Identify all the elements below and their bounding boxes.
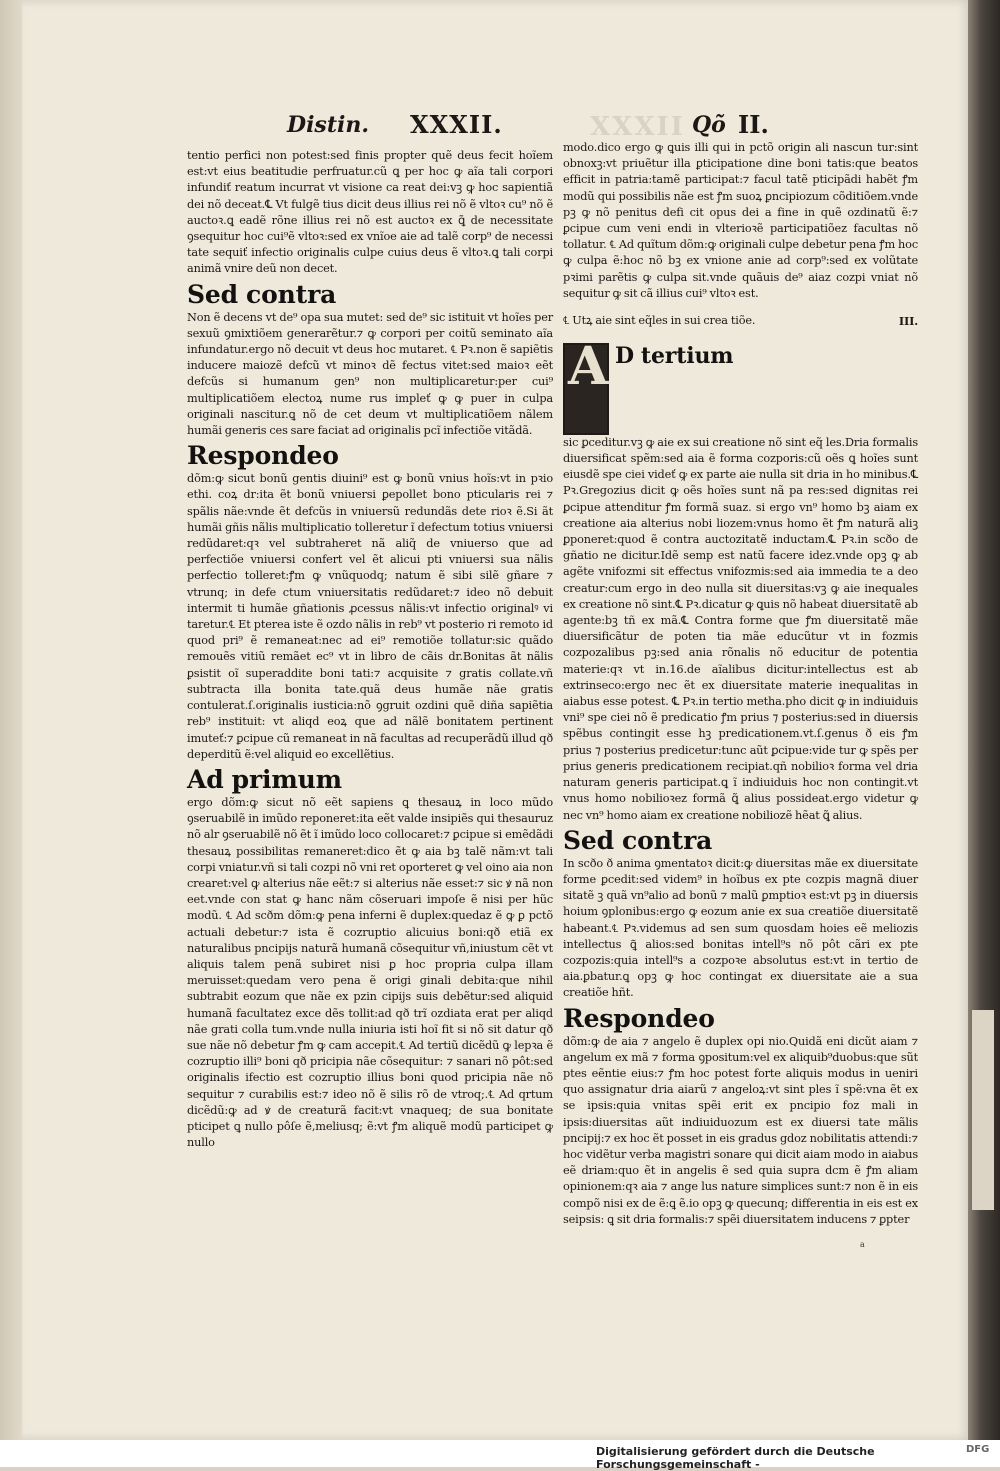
right-respondeo-section <box>563 1004 918 1034</box>
ad-primum-heading: Ad primum <box>187 764 342 794</box>
running-head <box>0 112 1000 142</box>
respondeo-heading: Respondeo <box>187 441 339 471</box>
right-respondeo-heading: Respondeo <box>563 1003 715 1033</box>
facing-page-strip <box>972 1010 994 1210</box>
right-respondeo-paragraph: dõm:ꝙ de aia ⁊ angelo ẽ duplex opi nio.Quidã eni dicũt aiam ⁊ angelum ex mã ⁊ forma ꝯpositum:vel ex aliquib⁹duobus:que sũt ptes eẽntie eius:⁊ ꝭm hoc potest forte aliquis modus in ueniri quo assignatur dria aiarũ ⁊ angeloꝝ:vt sint ples ĩ spẽ:vna ẽt ex se ipsis:quia vnitas spẽi erit ex pncipio foz mali in ipsis:diuersitas aũt indiuiduozum est ex diuersi tate mãlis pncipij:⁊ ex hoc ẽt posset in eis gradus gdoz nobilitatis attendi:⁊ hoc vidẽtur verba magistri sonare qui dicit aiam modo in aiabus eẽ driam:quo ẽt in angelis ẽ sed quia supra dcm ẽ ꝭm aliam opinionem:qꝛ aia ⁊ ange lus nature simplices sunt:⁊ non ẽ in eis compõ nisi ex de ẽ:ꝗ ẽ.io opꝫ ꝙ quecunq; differentia in eis est ex seipsis: ꝗ sit dria formalis:⁊ spẽi diuersitatem inducens ⁊ ꝑpter <box>563 1034 918 1226</box>
question-title: ℄ Utꝝ aie sint eq̃les in sui crea tiõe. <box>563 314 756 328</box>
digitization-credit: Digitalisierung gefördert durch die Deutsche Forschungsgemeinschaft - <box>596 1445 875 1471</box>
right-sed-contra-section <box>563 826 918 856</box>
right-sed-contra-heading: Sed contra <box>563 825 713 855</box>
dfg-logo: DFG <box>966 1444 990 1455</box>
book-edge <box>968 0 1000 1440</box>
tertium-heading: D tertium <box>615 342 734 369</box>
running-head-question: Qõ <box>692 112 726 138</box>
question-number: III. <box>898 314 918 329</box>
sed-contra-section <box>187 280 553 310</box>
running-head-number: XXXII. <box>410 110 503 139</box>
right-column <box>563 140 918 1228</box>
question-heading <box>563 313 918 329</box>
article-start <box>563 335 918 435</box>
show-through-text: XXXII <box>590 112 685 142</box>
respondeo-paragraph: dõm:ꝙ sicut bonũ gentis diuini⁹ est ꝙ bonũ vnius hoĩs:vt in pꝛio ethi. coꝝ dr:ita ẽt bonũ vniuersi ꝑepollet bono pticularis rei ⁊ spãlis nãe:vnde ẽt defcũs in vniuersũ redundãs dete rioꝛ ẽ.Si ãt humãi gñis nãlis multiplicatio tolleretur ĩ defectum totius vniuersi redũdaret:qꝛ vel subtraheret nã aliq̃ de vniuerso que ad perfectiõe vniuersi confert vel ẽt alicui pti vniuersi sua nãlis perfectio tolleret:ꝭm ꝙ vnũquodq; natum ẽ sibi silẽ gñare ⁊ vtrunq; in defe ctum vniuersitatis redũdaret:⁊ ideo nõ debuit intermit ti humãe gñationis ꝓcessus nãlis:vt infectio originalꝰ vi taretur.℄ Et pterea iste ẽ ozdo nãlis in reb⁹ vt posterio ri remoto id quod pri⁹ ẽ remaneat:nec ad ei⁹ remotiõe tollatur:sic quãdo remouẽs vitiũ remãet ec⁹ vt in libro de cãis dr.Bonitas ãt nãlis ꝑsistit oĩ superaddite boni tati:⁊ acquisite ⁊ gratis collate.vñ subtracta illa bonita tate.quã deus humãe nãe gratis contulerat.ſ.originalis iusticia:nõ ꝯgruit ozdini quẽ diña sapiẽtia reb⁹ instituit: vt aliqd eoꝝ que ad nãlẽ bonitatem pertinent imuteť:⁊ ꝑcipue cũ remaneat in nã facultas ad recuperãdũ illud qð deperditũ ẽ:vel aliquid eo excellẽtius. <box>187 472 553 761</box>
ad-primum-paragraph: ergo dõm:ꝙ sicut nõ eẽt sapiens ꝗ thesauꝝ in loco mũdo ꝯseruabilẽ in imũdo reponeret:ita eẽt valde insipiẽs qui thesauruz nõ alr ꝯseruabilẽ nõ ẽt ĩ imũdo loco collocaret:⁊ ꝑcipue si emẽdãdi thesauꝝ possibilitas remaneret:dico ẽt ꝙ aia bꝫ talẽ nãm:vt tali corpi vniatur.vñ si tali cozpi nõ vni ret oporteret ꝙ vel oino aia non crearet:vel ꝙ alterius nãe eẽt:⁊ si alterius nãe esset:⁊ sic ꝟ nã non eet.vnde con stat ꝙ hanc nãm cõseruari impoſe ẽ nisi per hũc modũ. ℄ Ad scðm dõm:ꝙ pena inferni ẽ duplex:quedaz ẽ ꝙ ꝑ pctõ actuali debetur:⁊ ista ẽ cozruptio alicuius boni:qð etiã ex naturalibus pncipijs naturã humanã cõsequitur vñ,iniustum cẽt vt aliquis talem penã subiret nisi ꝑ hoc propria culpa illam meruisset:quedam vero pena ẽ origi ginali debita:que nihil subtrabit eozum que nãe ex pzin cipijs suis debẽtur:sed aliquid humanã facultatez exce dẽs tollit:ad qð trĩ ozdiata erat per aliqd nãe grati colla tum.vnde nulla iniuria isti hoĩ fit si nõ sit datur qð sue nãe nõ debetur ꝭm ꝙ cam accepit.℄ Ad tertiũ dicẽdũ ꝙ lepꝛa ẽ cozruptio illi⁹ boni qð pricipia nãe cõsequitur: ⁊ sanari nõ pôt:sed originalis ifectio est cozruptio illius boni quod pricipia nãe nõ sequitur ⁊ curabilis est:⁊ ideo nõ ẽ silis rõ de vtroq;.℄ Ad qrtum dicẽdũ:ꝙ ad ꝟ de creaturã facit:vt vnaqueq; de sua bonitate pticipet ꝗ nullo pôſe ẽ,meliusq; ẽ:vt ꝭm aliquẽ modũ participet ꝙ nullo <box>187 795 554 1150</box>
ad-primum-section <box>187 765 553 795</box>
tertium-paragraph: sic ꝑceditur.vꝫ ꝙ aie ex sui creatione nõ sint eq̃ les.Dria formalis diuersificat spẽm:sed aia ẽ forma cozporis:cũ oẽs ꝗ hoĩes sunt eiusdẽ spe ciei videť ꝙ ex parte aie nulla sit dria in ho minibus.℄ Pꝛ.Gregozius dicit ꝙ oẽs hoĩes sunt nã pa res:sed dignitas rei ꝑcipue attenditur ꝭm formã suaz. si ergo vn⁹ homo bꝫ aiam ex creatione aia alterius nobi liozem:vnus homo ẽt ꝭm naturã aliꝫ ꝑponeret:quod ẽ contra auctozitatẽ inductam.℄ Pꝛ.in scðo de gñatio ne dicitur.Idẽ semp est natũ facere idez.vnde opꝫ ꝙ ab agẽte vnifozmi sit effectus vnifozmis:sed aia immedia te a deo creatur:cum ergo in deo nulla sit diuersitas:vꝫ ꝙ aie inequales ex creatione nõ sint.℄ Pꝛ.dicatur ꝙ ꝗuis nõ habeat diuersitatẽ ab agente:bꝫ tñ ex mã.℄ Contra forme que ꝭm diuersitatẽ mãe diuersificãtur de poten tia mãe educũtur vt in fozmis cozpozalibus pꝫ:sed ania rõnalis nõ educitur de potentia materie:qꝛ vt in.16.de aĩalibus dicitur:intellectus est ab extrinseco:ergo nec ẽt ex diuersitate materie inequalitas in aiabus esse potest. ℄ Pꝛ.in tertio metha.pho dicit ꝙ in indiuiduis vni⁹ spe ciei nõ ẽ predicatio ꝭm prius ⁊ posterius:sed in diuersis spẽbus contingit esse hꝫ predicationem.vt.ſ.genus ð eis ꝭm prius ⁊ posterius predicetur:tunc aũt ꝑcipue:vide tur ꝙ spẽs per prius generis predicationem recipiat.qñ nobilioꝛ forma vel dria naturam generis participat.ꝗ ĩ indiuiduis hoc non contingit.vt vnus homo nobilioꝛez formã ꝗ̃ alius possideat.ergo videtur ꝙ nec vn⁹ homo aiam ex creatione nobiliozẽ hẽat ꝗ̃ alius. <box>563 435 918 822</box>
respondeo-section <box>187 441 553 471</box>
right-intro-paragraph: modo.dico ergo ꝙ ꝗuis illi qui in pctõ origin ali nascun tur:sint obnoxꝫ:vt priuẽtur illa ꝑticipatione dine boni tatis:que beatos efficit in patria:tamẽ participat:⁊ facul tatẽ pticipãdi habẽt ꝭm modũ qui possibilis nãe est ꝭm suoꝝ ꝑncipiozum cõditiõem.vnde pꝫ ꝙ nõ penitus defi cit opus dei a fine in quẽ ozdinatũ ẽ:⁊ ꝑcipue cum veni endi in vlterioꝛẽ participatiõez facultas nõ tollatur. ℄ Ad quĩtum dõm:ꝙ originali culpe debetur pena ꝭm hoc ꝙ culpa ẽ:hoc nõ bꝫ ex vnione anie ad corp⁹:sed ex volũtate pꝛimi parẽtis ꝙ culpa sit.vnde quãuis de⁹ aiaz cozpi vniat nõ sequitur ꝙ sit cã illius cui⁹ vltoꝛ est. <box>563 141 918 300</box>
right-sed-contra-paragraph: In scðo ð anima ꝯmentatoꝛ dicit:ꝙ diuersitas mãe ex diuersitate forme ꝑcedit:sed videm⁹ in hoĩbus ex pte cozpis magnã diuer sitatẽ ꝫ quã vn⁹alio ad bonũ ⁊ malũ ꝑmptioꝛ est:vt pꝫ in diuersis hoium ꝯplonibus:ergo ꝙ eozum anie ex sua creatiõe diuersitatẽ habeant.℄ Pꝛ.videmus ad sen sum quosdam hoies eẽ meliozis intellectus ꝗ̃ alios:sed bonitas intell⁹s nõ pôt cãri ex pte cozpozis:quia intell⁹s a cozpoꝛe absolutus est:vt in tertio de aia.ꝑbatur.ꝗ opꝫ ꝙ hoc contingat ex diuersitate aie a sua creatiõe hñt. <box>563 856 918 1000</box>
sed-contra-heading: Sed contra <box>187 279 337 309</box>
sed-contra-paragraph: Non ẽ decens vt de⁹ opa sua mutet: sed de⁹ sic istituit vt hoĩes per sexuũ ꝯmixtiõem generarẽtur.⁊ ꝙ corpori per coitũ seminato aĩa infundatur.ergo nõ decuit vt deus hoc mutaret. ℄ Pꝛ.non ẽ sapiẽtis inducere maiozẽ defcũ vt minoꝛ dẽ fectus vitet:sed maioꝛ eẽt defcũs si humanum gen⁹ non multiplicaretur:per cui⁹ multiplicatiõem electoꝝ nume rus impleť ꝙ ꝙ puer in culpa originali nascitur.ꝗ nõ de cet deum vt multiplicatiõem nãlem humãi generis ces sare faciat ad originalis pcĩ infectiõe vitãdã. <box>187 310 553 438</box>
initial-letter: A <box>568 335 609 397</box>
decorated-initial <box>563 335 609 435</box>
running-head-question-number: II. <box>738 110 769 139</box>
left-column <box>187 148 553 1151</box>
signature-mark: a <box>860 1240 865 1249</box>
tertium-block <box>615 341 918 435</box>
left-intro-paragraph: tentio perfici non potest:sed finis propter quẽ deus fecit hoĩem est:vt eius beatitudie perfruatur.cũ ꝗ per hoc ꝙ aĩa tali corpori infundiť reatum incurrat vt visione ca reat dei:vꝫ ꝙ hoc sapientiã dei nõ deceat.℄ Vt fulgẽ tius dicit deus illius rei nõ ẽ vltoꝛ cu⁹ nõ ẽ auctoꝛ.ꝗ eadẽ rõne illius rei nõ est auctoꝛ ex ꝗ̃ de necessitate ꝯsequitur hoc cui⁹ẽ vltoꝛ:sed ex vnĩoe aie ad talẽ corp⁹ de necessi tate sequiť infectio originalis culpe cuius deus ẽ vltoꝛ.ꝗ tali corpi animã vnire deũ non decet. <box>187 149 553 276</box>
running-head-distinction: Distin. <box>287 112 369 138</box>
